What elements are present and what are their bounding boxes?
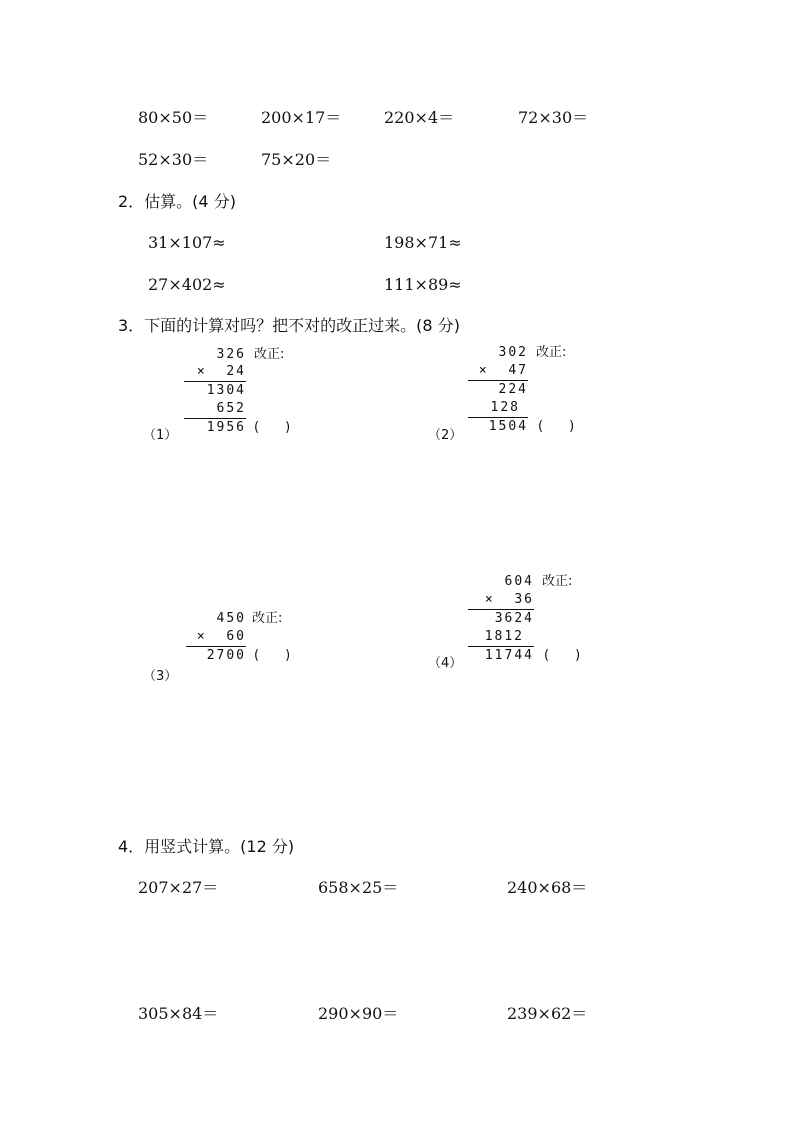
- calc1-label: （1）: [143, 428, 178, 443]
- section2-heading: 2．估算。(4 分): [118, 192, 236, 211]
- calc1-top: 326: [216, 347, 246, 362]
- calc4-partial1: 3624: [494, 611, 534, 626]
- calc2-result: 1504: [488, 419, 528, 434]
- calc4-top: 604: [504, 574, 534, 589]
- calc1-multiplier: × 24: [196, 364, 246, 379]
- calc3-result: 2700: [206, 648, 246, 663]
- calc1-answer-bracket[interactable]: ( ): [254, 420, 291, 435]
- vertical-problem-658x25: 658×25＝: [318, 878, 399, 897]
- vertical-problem-240x68: 240×68＝: [507, 878, 588, 897]
- estimate-198x71: 198×71≈: [384, 233, 462, 252]
- calc1-line2: [184, 418, 246, 419]
- calc4-result: 11744: [484, 648, 534, 663]
- calc4-line2: [468, 646, 534, 647]
- calc4-line1: [468, 609, 534, 610]
- calc1-line1: [184, 381, 246, 382]
- calc2-partial1: 224: [498, 382, 528, 397]
- calc2-multiplier: × 47: [478, 363, 528, 378]
- vertical-problem-239x62: 239×62＝: [507, 1004, 588, 1023]
- calc2-line2: [468, 417, 528, 418]
- problem-52x30: 52×30＝: [138, 150, 209, 169]
- calc3-multiplier: × 60: [196, 629, 246, 644]
- problem-72x30: 72×30＝: [518, 108, 589, 127]
- calc4-partial2: 1812: [484, 629, 524, 644]
- section4-heading: 4．用竖式计算。(12 分): [118, 837, 295, 856]
- calc2-partial2: 128: [490, 400, 520, 415]
- calc1-result: 1956: [206, 420, 246, 435]
- calc2-answer-bracket[interactable]: ( ): [538, 419, 575, 434]
- vertical-problem-305x84: 305×84＝: [138, 1004, 219, 1023]
- problem-75x20: 75×20＝: [261, 150, 332, 169]
- section3-heading: 3．下面的计算对吗？把不对的改正过来。(8 分): [118, 316, 460, 335]
- calc1-correct-label: 改正:: [254, 347, 285, 362]
- calc4-correct-label: 改正:: [542, 574, 573, 589]
- calc2-label: （2）: [428, 428, 463, 443]
- problem-200x17: 200×17＝: [261, 108, 342, 127]
- problem-220x4: 220×4＝: [384, 108, 455, 127]
- calc4-answer-bracket[interactable]: ( ): [544, 648, 581, 663]
- vertical-problem-207x27: 207×27＝: [138, 878, 219, 897]
- vertical-problem-290x90: 290×90＝: [318, 1004, 399, 1023]
- estimate-27x402: 27×402≈: [148, 275, 226, 294]
- estimate-111x89: 111×89≈: [384, 275, 462, 294]
- calc3-answer-bracket[interactable]: ( ): [254, 648, 291, 663]
- calc3-correct-label: 改正:: [252, 611, 283, 626]
- calc3-top: 450: [216, 611, 246, 626]
- calc2-line1: [468, 380, 528, 381]
- calc2-top: 302: [498, 345, 528, 360]
- calc3-line1: [186, 646, 246, 647]
- calc4-multiplier: × 36: [484, 592, 534, 607]
- calc4-label: （4）: [428, 656, 463, 671]
- problem-80x50: 80×50＝: [138, 108, 209, 127]
- calc1-partial2: 652: [216, 401, 246, 416]
- estimate-31x107: 31×107≈: [148, 233, 226, 252]
- calc2-correct-label: 改正:: [536, 345, 567, 360]
- calc1-partial1: 1304: [206, 383, 246, 398]
- calc3-label: （3）: [143, 669, 178, 684]
